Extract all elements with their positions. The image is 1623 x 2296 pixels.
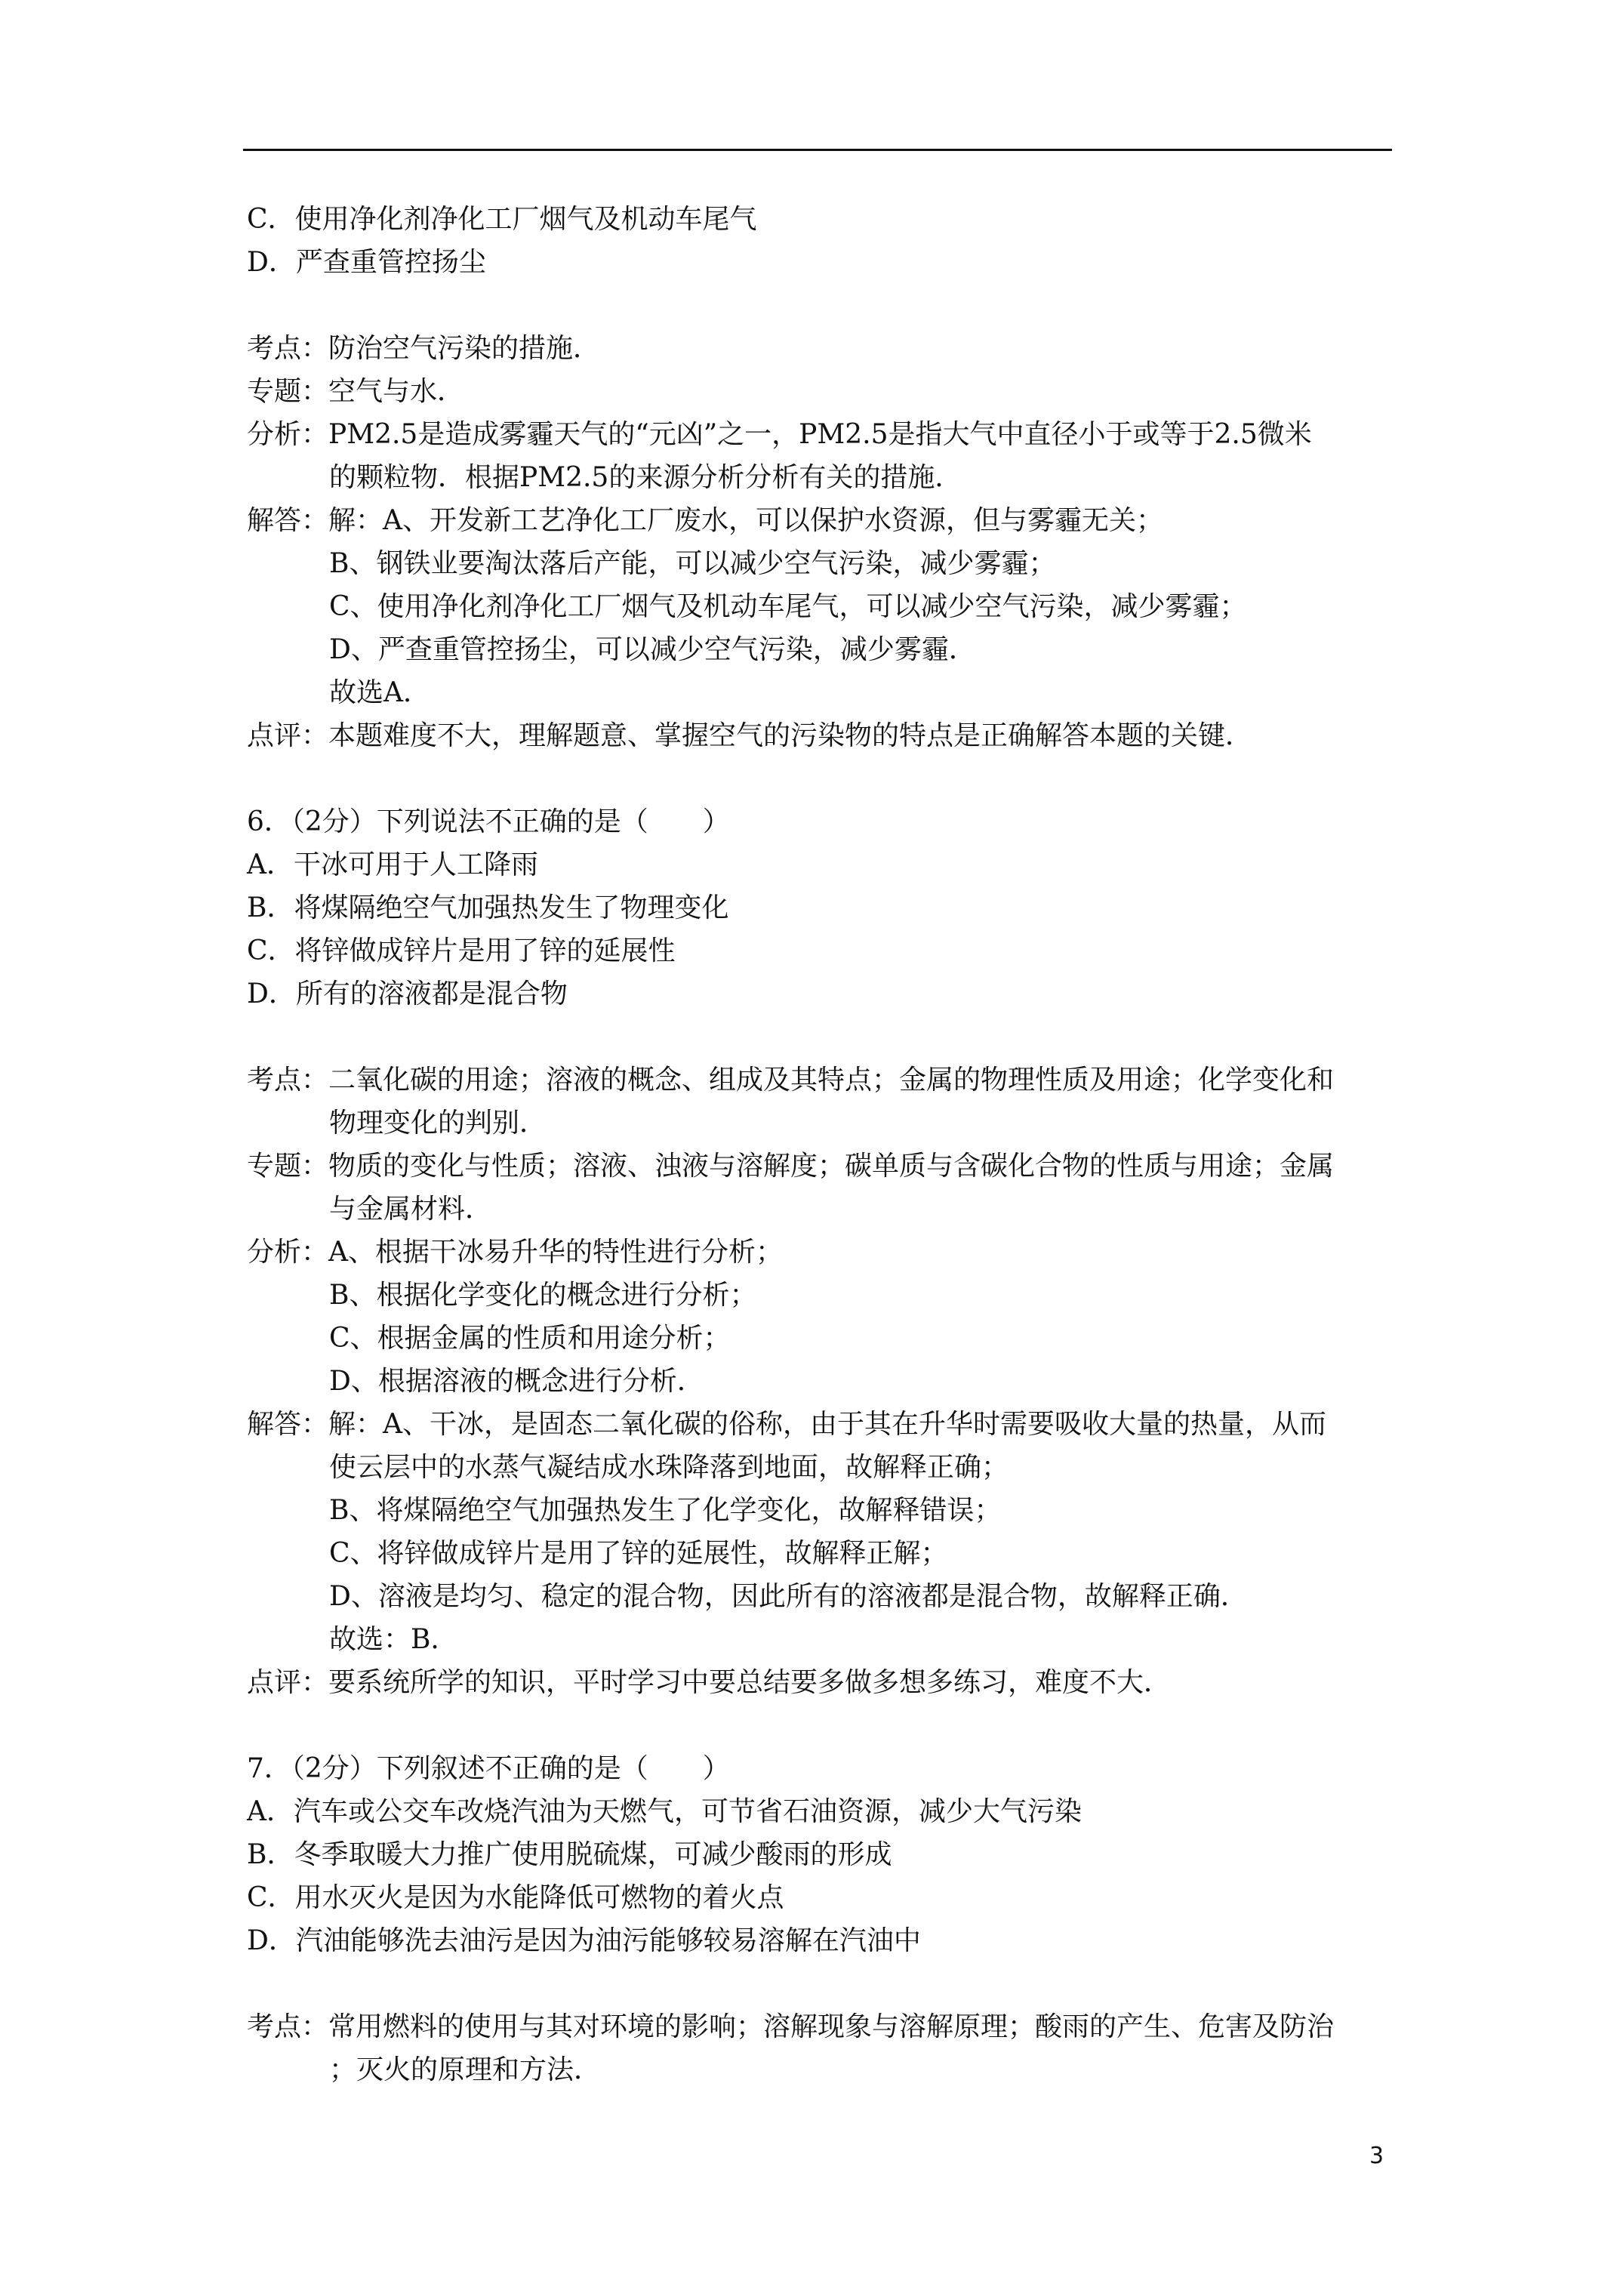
q6-dianping: 点评：要系统所学的知识，平时学习中要总结要多做多想多练习，难度不大． bbox=[247, 1667, 1172, 1698]
q6-jieda-b: B、将煤隔绝空气加强热发生了化学变化，故解释错误； bbox=[329, 1495, 1002, 1526]
question-7-option-c: C．用水灭火是因为水能降低可燃物的着火点 bbox=[247, 1882, 784, 1913]
option-c: C．使用净化剂净化工厂烟气及机动车尾气 bbox=[247, 204, 757, 235]
q6-fenxi: 分析：A、根据干冰易升华的特性进行分析； bbox=[247, 1237, 783, 1268]
spacer bbox=[247, 284, 1394, 327]
q6-jieda: 解答：解：A、干冰，是固态二氧化碳的俗称，由于其在升华时需要吸收大量的热量，从而 bbox=[247, 1409, 1326, 1440]
spacer bbox=[247, 757, 1394, 800]
q7-kaodian-cont: ；灭火的原理和方法． bbox=[329, 2054, 602, 2085]
q6-kaodian: 考点：二氧化碳的用途；溶液的概念、组成及其特点；金属的物理性质及用途；化学变化和 bbox=[247, 1065, 1335, 1096]
kaodian: 考点：防治空气污染的措施． bbox=[247, 333, 601, 364]
question-7-option-d: D．汽油能够洗去油污是因为油污能够较易溶解在汽油中 bbox=[247, 1925, 921, 1956]
spacer bbox=[247, 1704, 1394, 1747]
question-6-option-c: C．将锌做成锌片是用了锌的延展性 bbox=[247, 935, 676, 966]
q6-jieda-answer: 故选：B． bbox=[329, 1624, 458, 1655]
spacer bbox=[247, 1015, 1394, 1059]
question-6-option-d: D．所有的溶液都是混合物 bbox=[247, 978, 568, 1009]
option-d: D．严查重管控扬尘 bbox=[247, 247, 486, 278]
jieda-b: B、钢铁业要淘汰落后产能，可以减少空气污染，减少雾霾； bbox=[329, 548, 1056, 579]
fenxi: 分析：PM2.5是造成雾霾天气的“元凶”之一，PM2.5是指大气中直径小于或等于2.5微米 bbox=[247, 419, 1312, 450]
q6-jieda-c: C、将锌做成锌片是用了锌的延展性，故解释正解； bbox=[329, 1538, 948, 1569]
page-content bbox=[247, 198, 1394, 2091]
q6-kaodian-cont: 物理变化的判别． bbox=[329, 1108, 547, 1139]
question-7-option-b: B．冬季取暖大力推广使用脱硫煤，可减少酸雨的形成 bbox=[247, 1839, 892, 1870]
q6-fenxi-c: C、根据金属的性质和用途分析； bbox=[329, 1323, 731, 1354]
q6-jieda-d: D、溶液是均匀、稳定的混合物，因此所有的溶液都是混合物，故解释正确． bbox=[329, 1581, 1248, 1612]
zhuanti: 专题：空气与水． bbox=[247, 376, 465, 407]
question-6-option-b: B．将煤隔绝空气加强热发生了物理变化 bbox=[247, 892, 729, 923]
page-number: 3 bbox=[1369, 2143, 1384, 2169]
q6-fenxi-b: B、根据化学变化的概念进行分析； bbox=[329, 1280, 757, 1311]
fenxi-cont: 的颗粒物．根据PM2.5的来源分析分析有关的措施． bbox=[329, 462, 962, 493]
jieda-c: C、使用净化剂净化工厂烟气及机动车尾气，可以减少空气污染，减少雾霾； bbox=[329, 591, 1247, 622]
jieda-answer: 故选A． bbox=[329, 677, 430, 708]
q7-kaodian: 考点：常用燃料的使用与其对环境的影响；溶解现象与溶解原理；酸雨的产生、危害及防治 bbox=[247, 2011, 1335, 2042]
q6-zhuanti: 专题：物质的变化与性质；溶液、浊液与溶解度；碳单质与含碳化合物的性质与用途；金属 bbox=[247, 1151, 1335, 1182]
jieda-d: D、严查重管控扬尘，可以减少空气污染，减少雾霾． bbox=[329, 634, 976, 665]
q6-zhuanti-cont: 与金属材料． bbox=[329, 1194, 493, 1225]
question-6-option-a: A．干冰可用于人工降雨 bbox=[247, 849, 538, 880]
jieda: 解答：解：A、开发新工艺净化工厂废水，可以保护水资源，但与雾霾无关； bbox=[247, 505, 1163, 536]
q6-jieda-cont: 使云层中的水蒸气凝结成水珠降落到地面，故解释正确； bbox=[329, 1452, 1009, 1483]
question-7-stem: 7．（2分）下列叙述不正确的是（ ） bbox=[247, 1753, 730, 1784]
question-7-option-a: A．汽车或公交车改烧汽油为天燃气，可节省石油资源，减少大气污染 bbox=[247, 1796, 1082, 1827]
q6-fenxi-d: D、根据溶液的概念进行分析． bbox=[329, 1366, 704, 1397]
header-rule bbox=[243, 149, 1392, 151]
spacer bbox=[247, 1962, 1394, 2005]
question-6-stem: 6．（2分）下列说法不正确的是（ ） bbox=[247, 806, 730, 837]
dianping: 点评：本题难度不大，理解题意、掌握空气的污染物的特点是正确解答本题的关键． bbox=[247, 720, 1253, 751]
